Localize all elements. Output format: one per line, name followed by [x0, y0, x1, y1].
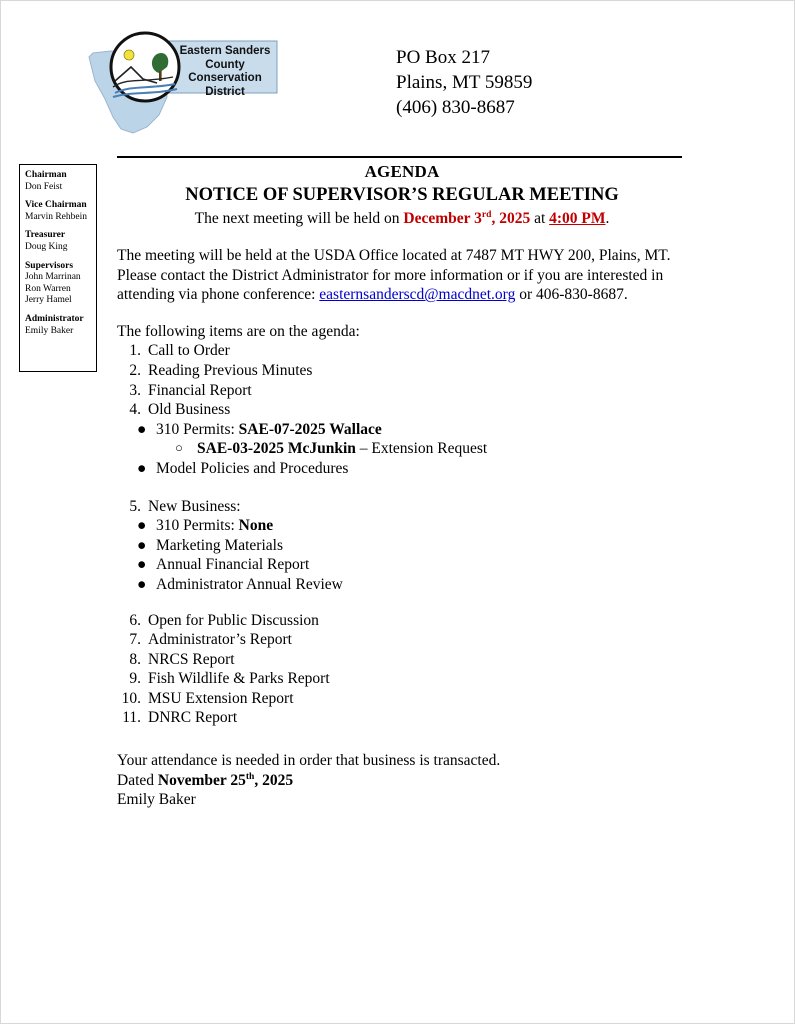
- closing-dated-line: [117, 771, 687, 791]
- logo-text-line3: District: [205, 85, 245, 98]
- location-text-part1: The meeting will be held at the USDA Office located at 7487 MT HWY 200, Plains, MT. Please contact the District Administrator for more information or if you are interested in attending via phone conference:: [117, 247, 671, 304]
- agenda-item-label: Administrator’s Report: [148, 631, 292, 649]
- next-meeting-year: , 2025: [491, 210, 531, 227]
- agenda-item-label: Open for Public Discussion: [148, 611, 319, 629]
- old-business-extension-request: [117, 439, 687, 459]
- logo-text-line2: County Conservation: [188, 58, 262, 84]
- dated-month-day: November 25: [157, 771, 246, 789]
- bullet-icon: ●: [137, 420, 147, 438]
- hollow-bullet-icon: ○: [175, 440, 183, 456]
- location-paragraph: [117, 246, 687, 305]
- bullet-icon: ●: [137, 575, 147, 593]
- agenda-item-public-discussion: [117, 611, 687, 631]
- document-body: [117, 161, 687, 810]
- new-business-admin-review: [117, 575, 687, 595]
- district-logo: [81, 27, 281, 137]
- agenda-item-number: 9.: [129, 670, 141, 688]
- officer-name-vice-chairman: Marvin Rehbein: [25, 211, 88, 222]
- dated-prefix: Dated: [117, 771, 158, 789]
- next-meeting-date-ordinal: rd: [481, 208, 492, 220]
- agenda-item-number: 7.: [129, 631, 141, 649]
- old-business-sub-bullets: [117, 439, 687, 459]
- agenda-item-label: NRCS Report: [148, 650, 235, 668]
- next-meeting-period: .: [605, 210, 610, 227]
- agenda-item-financial-report: [117, 381, 687, 401]
- old-business-sub-permit-id: SAE-03-2025 McJunkin: [197, 440, 356, 458]
- agenda-item-label: New Business:: [148, 497, 241, 515]
- header-divider: [117, 156, 682, 158]
- officer-name-supervisor-3: Jerry Hamel: [25, 295, 72, 306]
- agenda-lead-in: The following items are on the agenda:: [117, 322, 360, 340]
- old-business-sub-permit-note: – Extension Request: [355, 440, 488, 458]
- next-meeting-at: at: [530, 210, 550, 227]
- agenda-item-number: 5.: [129, 497, 141, 515]
- address-line-po-box: PO Box 217: [396, 47, 490, 68]
- agenda-item-number: 2.: [129, 361, 141, 379]
- agenda-item-call-to-order: [117, 341, 687, 361]
- old-business-bullets: [117, 420, 687, 479]
- next-meeting-line: [117, 208, 687, 230]
- agenda-item-new-business: [117, 497, 687, 517]
- location-text-part2: or 406-830-8687.: [515, 286, 628, 304]
- officer-name-supervisor-2: Ron Warren: [25, 283, 71, 294]
- new-business-marketing: [117, 536, 687, 556]
- agenda-item-label: MSU Extension Report: [148, 689, 294, 707]
- signature-name: Emily Baker: [117, 791, 196, 809]
- agenda-item-msu-extension-report: [117, 689, 687, 709]
- officer-role-vice-chairman: Vice Chairman: [25, 200, 87, 211]
- agenda-item-nrcs-report: [117, 650, 687, 670]
- new-business-admin-review-label: Administrator Annual Review: [156, 575, 343, 593]
- agenda-item-old-business: [117, 400, 687, 420]
- officer-name-chairman: Don Feist: [25, 181, 63, 192]
- bullet-icon: ●: [137, 459, 147, 477]
- closing-block: [117, 751, 687, 810]
- agenda-item-number: 8.: [129, 650, 141, 668]
- officer-role-supervisors: Supervisors: [25, 260, 74, 271]
- officer-role-chairman: Chairman: [25, 170, 67, 180]
- dated-year: , 2025: [254, 771, 294, 789]
- agenda-item-label: Old Business: [148, 401, 231, 419]
- agenda-item-label: Reading Previous Minutes: [148, 361, 313, 379]
- document-title-notice: NOTICE OF SUPERVISOR’S REGULAR MEETING: [185, 185, 619, 205]
- officer-listing-box: [19, 164, 97, 372]
- new-business-bullets: [117, 516, 687, 594]
- address-line-phone: (406) 830-8687: [396, 97, 515, 118]
- officer-role-treasurer: Treasurer: [25, 230, 66, 241]
- next-meeting-date: December 3: [403, 210, 482, 227]
- new-business-permits-label: 310 Permits:: [156, 517, 239, 535]
- new-business-annual-financial: [117, 555, 687, 575]
- agenda-item-number: 6.: [129, 611, 141, 629]
- document-title-agenda: AGENDA: [364, 162, 440, 181]
- agenda-item-administrator-report: [117, 630, 687, 650]
- old-business-permits: [117, 420, 687, 440]
- logo-text-line1: Eastern Sanders: [179, 45, 271, 57]
- next-meeting-time: 4:00 PM: [549, 210, 606, 227]
- old-business-permits-label: 310 Permits:: [156, 420, 239, 438]
- old-business-permits-value: SAE-07-2025 Wallace: [238, 420, 382, 438]
- new-business-permits: [117, 516, 687, 536]
- officer-name-supervisor-1: John Marrinan: [25, 272, 81, 283]
- address-line-city-state: Plains, MT 59859: [396, 72, 533, 93]
- agenda-item-dnrc-report: [117, 708, 687, 728]
- bullet-icon: ●: [137, 517, 147, 535]
- new-business-permits-value: None: [238, 517, 274, 535]
- agenda-item-number: 3.: [129, 381, 141, 399]
- next-meeting-prefix: The next meeting will be held on: [194, 210, 404, 227]
- new-business-marketing-label: Marketing Materials: [156, 536, 283, 554]
- letterhead: [81, 27, 721, 137]
- old-business-model-policies: [117, 459, 687, 479]
- officer-name-treasurer: Doug King: [25, 241, 68, 252]
- agenda-item-label: Financial Report: [148, 381, 252, 399]
- agenda-item-number: 11.: [122, 709, 141, 727]
- address-block: [396, 45, 532, 120]
- agenda-item-label: DNRC Report: [148, 709, 238, 727]
- old-business-model-policies-label: Model Policies and Procedures: [156, 459, 349, 477]
- agenda-item-label: Fish Wildlife & Parks Report: [148, 670, 330, 688]
- dated-ordinal: th: [245, 770, 255, 782]
- agenda-item-reading-minutes: [117, 361, 687, 381]
- officer-name-administrator: Emily Baker: [25, 325, 74, 336]
- bullet-icon: ●: [137, 556, 147, 574]
- agenda-item-label: Call to Order: [148, 342, 230, 360]
- agenda-item-number: 1.: [129, 342, 141, 360]
- agenda-item-fwp-report: [117, 669, 687, 689]
- contact-email-link[interactable]: easternsanderscd@macdnet.org: [319, 286, 516, 304]
- agenda-list: [117, 341, 687, 728]
- agenda-item-number: 10.: [121, 689, 141, 707]
- bullet-icon: ●: [137, 536, 147, 554]
- new-business-annual-financial-label: Annual Financial Report: [156, 556, 310, 574]
- officer-role-administrator: Administrator: [25, 313, 84, 324]
- closing-attendance-line: Your attendance is needed in order that business is transacted.: [117, 752, 501, 770]
- agenda-item-number: 4.: [129, 401, 141, 419]
